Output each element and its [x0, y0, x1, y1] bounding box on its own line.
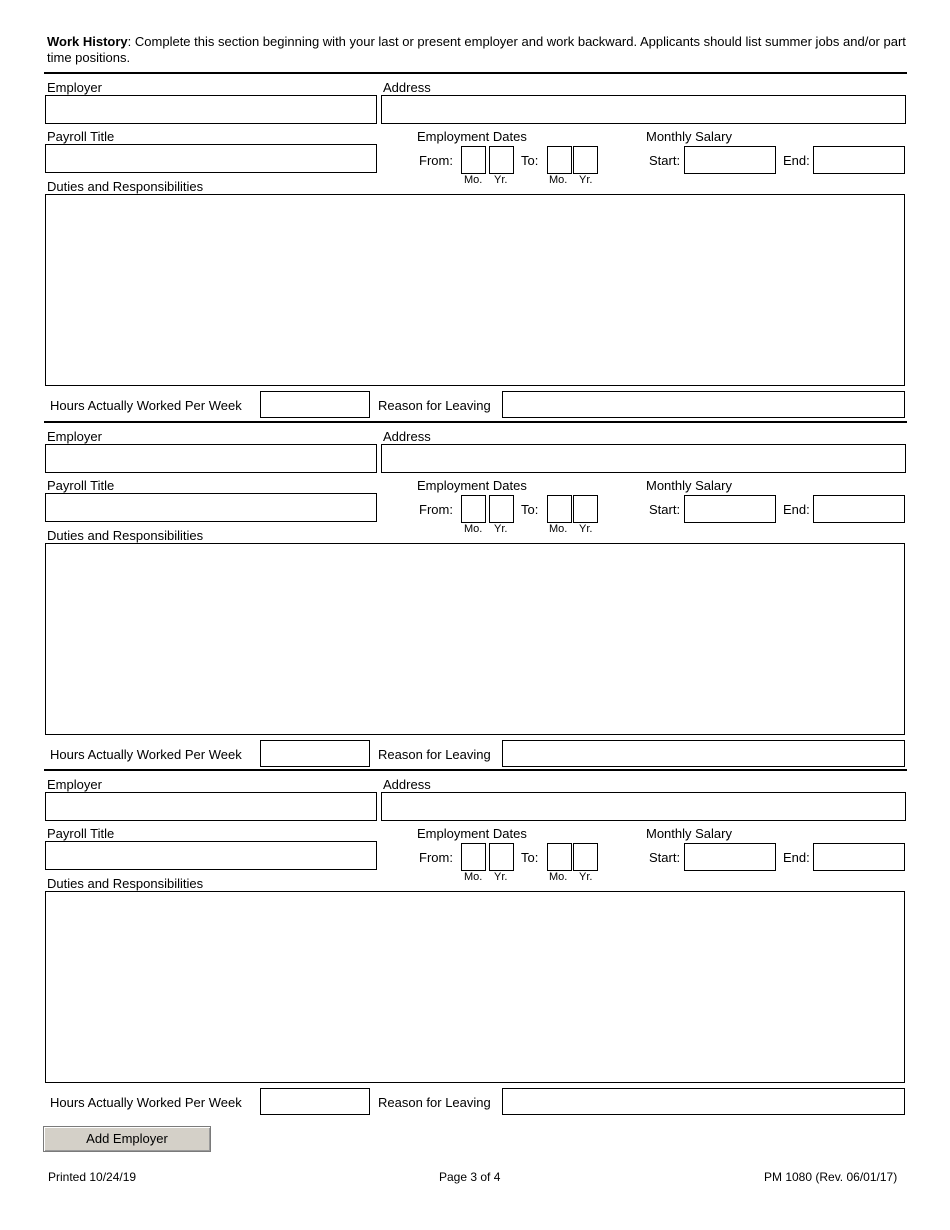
employment-dates-label: Employment Dates	[417, 826, 527, 841]
employer-label: Employer	[47, 80, 102, 95]
to-year-caption: Yr.	[579, 871, 593, 883]
to-year-field[interactable]	[573, 495, 598, 523]
to-label: To:	[521, 153, 539, 168]
section-divider	[44, 769, 907, 771]
employer-label: Employer	[47, 777, 102, 792]
salary-end-field[interactable]	[813, 146, 905, 174]
from-month-caption: Mo.	[464, 174, 483, 186]
reason-label: Reason for Leaving	[378, 398, 491, 413]
from-year-caption: Yr.	[494, 523, 508, 535]
hours-label: Hours Actually Worked Per Week	[50, 398, 242, 413]
salary-start-field[interactable]	[684, 495, 776, 523]
from-year-caption: Yr.	[494, 871, 508, 883]
from-label: From:	[419, 850, 453, 865]
duties-textarea[interactable]	[45, 891, 905, 1083]
hours-field[interactable]	[260, 740, 370, 767]
duties-textarea[interactable]	[45, 543, 905, 735]
to-month-field[interactable]	[547, 146, 572, 174]
salary-start-field[interactable]	[684, 146, 776, 174]
employment-dates-label: Employment Dates	[417, 478, 527, 493]
employer-field[interactable]	[45, 792, 377, 821]
payroll-title-label: Payroll Title	[47, 478, 115, 493]
section-divider	[44, 421, 907, 423]
payroll-title-field[interactable]	[45, 144, 377, 173]
monthly-salary-label: Monthly Salary	[646, 478, 732, 493]
from-month-field[interactable]	[461, 146, 486, 174]
from-label: From:	[419, 153, 453, 168]
address-label: Address	[383, 777, 431, 792]
to-month-caption: Mo.	[549, 523, 568, 535]
to-month-caption: Mo.	[549, 174, 568, 186]
address-field[interactable]	[381, 95, 906, 124]
from-month-caption: Mo.	[464, 871, 483, 883]
salary-start-label: Start:	[649, 850, 681, 865]
monthly-salary-label: Monthly Salary	[646, 129, 732, 144]
salary-end-field[interactable]	[813, 843, 905, 871]
salary-start-field[interactable]	[684, 843, 776, 871]
salary-end-field[interactable]	[813, 495, 905, 523]
to-month-caption: Mo.	[549, 871, 568, 883]
hours-label: Hours Actually Worked Per Week	[50, 747, 242, 762]
payroll-title-label: Payroll Title	[47, 129, 115, 144]
section-instructions: : Complete this section beginning with your last or present employer and work backward. Applicants should list summer jobs and/or part time positions.	[47, 34, 906, 65]
to-month-field[interactable]	[547, 843, 572, 871]
from-month-caption: Mo.	[464, 523, 483, 535]
reason-label: Reason for Leaving	[378, 747, 491, 762]
monthly-salary-label: Monthly Salary	[646, 826, 732, 841]
salary-start-label: Start:	[649, 502, 681, 517]
to-year-field[interactable]	[573, 146, 598, 174]
printed-date: Printed 10/24/19	[48, 1170, 137, 1184]
from-year-field[interactable]	[489, 495, 514, 523]
salary-end-label: End:	[783, 153, 810, 168]
duties-label: Duties and Responsibilities	[47, 179, 204, 194]
duties-label: Duties and Responsibilities	[47, 528, 204, 543]
from-month-field[interactable]	[461, 843, 486, 871]
address-label: Address	[383, 80, 431, 95]
from-label: From:	[419, 502, 453, 517]
payroll-title-label: Payroll Title	[47, 826, 115, 841]
reason-field[interactable]	[502, 740, 905, 767]
section-title: Work History	[47, 34, 128, 49]
to-label: To:	[521, 850, 539, 865]
to-year-caption: Yr.	[579, 523, 593, 535]
hours-label: Hours Actually Worked Per Week	[50, 1095, 242, 1110]
work-history-intro	[47, 34, 917, 66]
page-number: Page 3 of 4	[439, 1170, 501, 1184]
employer-field[interactable]	[45, 95, 377, 124]
from-month-field[interactable]	[461, 495, 486, 523]
employer-field[interactable]	[45, 444, 377, 473]
duties-label: Duties and Responsibilities	[47, 876, 204, 891]
salary-end-label: End:	[783, 502, 810, 517]
to-year-field[interactable]	[573, 843, 598, 871]
to-year-caption: Yr.	[579, 174, 593, 186]
from-year-field[interactable]	[489, 146, 514, 174]
form-number: PM 1080 (Rev. 06/01/17)	[764, 1170, 898, 1184]
duties-textarea[interactable]	[45, 194, 905, 386]
salary-start-label: Start:	[649, 153, 681, 168]
reason-field[interactable]	[502, 391, 905, 418]
section-divider	[44, 72, 907, 74]
to-month-field[interactable]	[547, 495, 572, 523]
payroll-title-field[interactable]	[45, 493, 377, 522]
employment-dates-label: Employment Dates	[417, 129, 527, 144]
reason-label: Reason for Leaving	[378, 1095, 491, 1110]
to-label: To:	[521, 502, 539, 517]
hours-field[interactable]	[260, 1088, 370, 1115]
add-employer-button[interactable]: Add Employer	[43, 1126, 211, 1152]
hours-field[interactable]	[260, 391, 370, 418]
address-field[interactable]	[381, 792, 906, 821]
address-label: Address	[383, 429, 431, 444]
from-year-caption: Yr.	[494, 174, 508, 186]
reason-field[interactable]	[502, 1088, 905, 1115]
salary-end-label: End:	[783, 850, 810, 865]
employer-label: Employer	[47, 429, 102, 444]
payroll-title-field[interactable]	[45, 841, 377, 870]
from-year-field[interactable]	[489, 843, 514, 871]
address-field[interactable]	[381, 444, 906, 473]
